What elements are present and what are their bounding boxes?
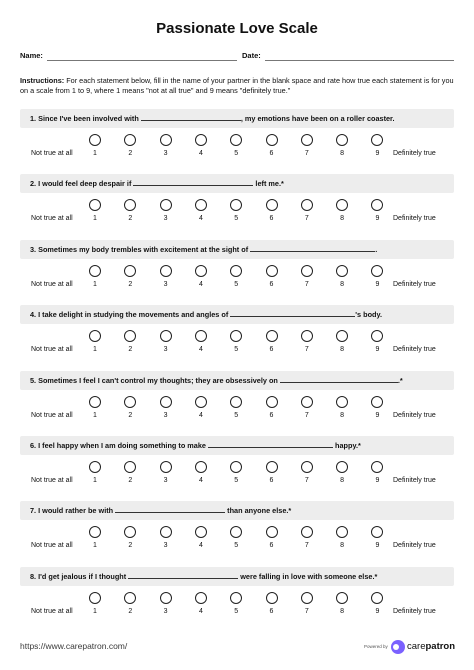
- rating-radio-5[interactable]: [230, 199, 242, 211]
- scale-low-label: Not true at all: [31, 215, 73, 223]
- rating-radio-6[interactable]: [266, 526, 278, 538]
- date-field[interactable]: [265, 60, 454, 61]
- rating-radio-8[interactable]: [336, 265, 348, 277]
- question-text: [20, 572, 377, 581]
- question-item: [20, 436, 454, 492]
- rating-number: 8: [340, 150, 345, 157]
- rating-radio-1[interactable]: [89, 199, 101, 211]
- rating-number: 6: [269, 411, 274, 419]
- rating-number: 7: [304, 607, 309, 615]
- powered-by-label: Powered by: [364, 644, 388, 649]
- question-text-before: 7. I would rather be with: [30, 506, 116, 516]
- rating-radio-4[interactable]: [195, 199, 207, 211]
- rating-number: 8: [340, 346, 345, 354]
- partner-name-blank[interactable]: [250, 243, 378, 254]
- question-item: [20, 567, 454, 623]
- rating-number: 8: [340, 411, 345, 419]
- rating-number: 1: [93, 607, 97, 615]
- rating-number: 7: [304, 280, 309, 288]
- rating-number: 2: [128, 411, 133, 419]
- rating-number: 4: [198, 215, 203, 223]
- partner-name-blank[interactable]: [141, 112, 241, 121]
- rating-radio-1[interactable]: [89, 330, 101, 342]
- rating-radio-4[interactable]: [195, 265, 207, 277]
- name-label: Name:: [20, 51, 43, 60]
- carepatron-logo-icon: [391, 640, 405, 654]
- instructions: [20, 76, 454, 96]
- partner-name-blank[interactable]: [208, 439, 333, 448]
- rating-number: 3: [163, 150, 168, 157]
- question-header: [20, 567, 454, 586]
- question-text-after: 's body.: [355, 310, 383, 320]
- question-item: [20, 240, 454, 296]
- rating-radio-6[interactable]: [266, 330, 278, 342]
- rating-radio-2[interactable]: [124, 526, 136, 538]
- rating-number: 4: [198, 542, 203, 550]
- rating-number: 8: [340, 215, 345, 223]
- rating-radio-4[interactable]: [195, 330, 207, 342]
- rating-radio-9[interactable]: [371, 134, 383, 146]
- rating-number: 9: [375, 215, 380, 223]
- rating-radio-6[interactable]: [266, 396, 278, 408]
- scale-high-label: Definitely true: [393, 542, 436, 550]
- question-header: [20, 305, 454, 324]
- rating-radio-8[interactable]: [336, 592, 348, 604]
- scale-low-label: Not true at all: [31, 542, 73, 550]
- rating-number: 1: [93, 477, 97, 484]
- rating-number: 8: [340, 280, 345, 288]
- partner-name-blank[interactable]: [133, 177, 253, 186]
- partner-name-blank[interactable]: [230, 308, 355, 317]
- rating-radio-3[interactable]: [160, 461, 172, 473]
- scale-high-label: Definitely true: [393, 215, 436, 223]
- question-item: [20, 109, 454, 165]
- partner-name-blank[interactable]: [128, 570, 238, 579]
- rating-radio-3[interactable]: [160, 396, 172, 408]
- rating-radio-5[interactable]: [230, 330, 242, 342]
- instructions-text: For each statement below, fill in the name of your partner in the blank space and rate how true each statement is for you on a scale from 1 to 9, where 1 means "not at all true" and 9 means "definitely true.": [20, 76, 454, 95]
- scale-high-label: Definitely true: [393, 280, 436, 288]
- rating-radio-9[interactable]: [371, 396, 383, 408]
- question-text-before: 1. Since I've been involved with: [30, 114, 141, 123]
- rating-number: 6: [269, 542, 274, 550]
- brand-name: [407, 641, 455, 652]
- rating-radio-7[interactable]: [301, 199, 313, 211]
- question-text-before: 6. I feel happy when I am doing something to make: [30, 441, 208, 450]
- rating-radio-5[interactable]: [230, 396, 242, 408]
- question-text: [20, 245, 377, 254]
- rating-radio-2[interactable]: [124, 461, 136, 473]
- question-text: [20, 506, 291, 515]
- brand-name-part2: patron: [425, 641, 456, 652]
- question-text: [20, 179, 284, 188]
- rating-number: 7: [304, 411, 309, 419]
- rating-radio-3[interactable]: [160, 134, 172, 146]
- rating-radio-3[interactable]: [160, 199, 172, 211]
- rating-radio-7[interactable]: [301, 592, 313, 604]
- scale-low-label: Not true at all: [31, 346, 73, 354]
- rating-number: 6: [269, 477, 274, 484]
- info-row: [20, 51, 454, 63]
- rating-number: 1: [93, 411, 97, 419]
- rating-number: 1: [93, 280, 97, 288]
- rating-radio-2[interactable]: [124, 199, 136, 211]
- rating-radio-1[interactable]: [89, 526, 101, 538]
- rating-radio-8[interactable]: [336, 134, 348, 146]
- name-field[interactable]: [47, 60, 237, 61]
- partner-name-blank[interactable]: [115, 504, 225, 513]
- rating-number: 9: [375, 150, 380, 157]
- rating-radio-7[interactable]: [301, 461, 313, 473]
- rating-number: 2: [128, 280, 133, 288]
- question-item: [20, 174, 454, 230]
- rating-number: 6: [269, 607, 274, 615]
- rating-number: 4: [198, 607, 203, 615]
- rating-number: 5: [234, 346, 239, 354]
- question-header: [20, 501, 454, 520]
- rating-radio-2[interactable]: [124, 330, 136, 342]
- rating-radio-6[interactable]: [266, 265, 278, 277]
- question-header: [20, 240, 454, 259]
- rating-number: 5: [234, 607, 239, 615]
- question-text-after: left me.*: [253, 179, 284, 189]
- question-header: [20, 174, 454, 193]
- rating-radio-1[interactable]: [89, 396, 101, 408]
- question-text-before: 3. Sometimes my body trembles with excitement at the sight of: [30, 244, 251, 254]
- rating-number: 9: [375, 542, 380, 550]
- question-text: [20, 441, 361, 450]
- rating-number: 1: [93, 542, 97, 550]
- scale-high-label: Definitely true: [393, 346, 436, 354]
- rating-number: 2: [128, 346, 133, 354]
- rating-number: 4: [198, 411, 203, 419]
- rating-radio-9[interactable]: [371, 592, 383, 604]
- question-header: [20, 371, 454, 390]
- question-item: [20, 501, 454, 557]
- rating-radio-8[interactable]: [336, 330, 348, 342]
- rating-radio-3[interactable]: [160, 592, 172, 604]
- question-item: [20, 305, 454, 361]
- question-text-after: .: [375, 244, 378, 254]
- scale-high-label: Definitely true: [393, 411, 436, 419]
- scale-low-label: Not true at all: [31, 150, 73, 157]
- rating-radio-9[interactable]: [371, 330, 383, 342]
- rating-radio-7[interactable]: [301, 265, 313, 277]
- question-text-before: 4. I take delight in studying the movements and angles of: [30, 310, 231, 320]
- rating-radio-4[interactable]: [195, 592, 207, 604]
- rating-number: 4: [198, 280, 203, 288]
- rating-number: 8: [340, 607, 345, 615]
- rating-number: 8: [340, 477, 345, 484]
- scale-high-label: Definitely true: [393, 150, 436, 157]
- question-text-before: 8. I'd get jealous if I thought: [30, 571, 129, 581]
- rating-radio-4[interactable]: [195, 134, 207, 146]
- rating-number: 2: [128, 215, 133, 223]
- rating-number: 3: [163, 411, 168, 419]
- rating-radio-9[interactable]: [371, 461, 383, 473]
- rating-radio-9[interactable]: [371, 199, 383, 211]
- rating-number: 3: [163, 607, 168, 615]
- rating-number: 9: [375, 477, 380, 484]
- rating-number: 5: [234, 280, 239, 288]
- question-text-after: than anyone else.*: [225, 506, 292, 516]
- rating-radio-3[interactable]: [160, 330, 172, 342]
- rating-number: 7: [304, 215, 309, 223]
- rating-radio-6[interactable]: [266, 461, 278, 473]
- rating-number: 5: [234, 150, 239, 157]
- footer-link[interactable]: https://www.carepatron.com/: [20, 641, 128, 651]
- rating-number: 2: [128, 607, 133, 615]
- rating-number: 4: [198, 477, 203, 484]
- page-title: Passionate Love Scale: [156, 20, 318, 37]
- rating-number: 9: [375, 607, 380, 615]
- scale-high-label: Definitely true: [393, 477, 436, 484]
- brand-name-part1: care: [407, 641, 426, 652]
- question-text-after: happy.*: [333, 441, 361, 450]
- rating-radio-4[interactable]: [195, 461, 207, 473]
- rating-number: 1: [93, 215, 97, 223]
- rating-radio-6[interactable]: [266, 199, 278, 211]
- rating-number: 5: [234, 411, 239, 419]
- rating-number: 2: [128, 542, 133, 550]
- rating-radio-5[interactable]: [230, 592, 242, 604]
- rating-radio-3[interactable]: [160, 526, 172, 538]
- rating-radio-7[interactable]: [301, 330, 313, 342]
- rating-radio-1[interactable]: [89, 461, 101, 473]
- question-text-after: were falling in love with someone else.*: [238, 571, 378, 581]
- rating-radio-1[interactable]: [89, 592, 101, 604]
- scale-low-label: Not true at all: [31, 477, 73, 484]
- question-item: [20, 371, 454, 427]
- rating-number: 4: [198, 346, 203, 354]
- rating-number: 1: [93, 150, 97, 157]
- rating-radio-3[interactable]: [160, 265, 172, 277]
- rating-radio-4[interactable]: [195, 396, 207, 408]
- rating-number: 6: [269, 280, 274, 288]
- question-text: [20, 376, 403, 385]
- rating-radio-7[interactable]: [301, 134, 313, 146]
- rating-number: 6: [269, 150, 274, 157]
- rating-radio-8[interactable]: [336, 396, 348, 408]
- question-text-after: , my emotions have been on a roller coaster.: [240, 114, 395, 123]
- rating-radio-2[interactable]: [124, 592, 136, 604]
- scale-low-label: Not true at all: [31, 607, 73, 615]
- rating-number: 3: [163, 542, 168, 550]
- rating-number: 3: [163, 215, 168, 223]
- rating-number: 5: [234, 215, 239, 223]
- rating-number: 7: [304, 542, 309, 550]
- rating-number: 3: [163, 346, 168, 354]
- rating-radio-2[interactable]: [124, 265, 136, 277]
- question-header: [20, 436, 454, 455]
- rating-radio-5[interactable]: [230, 461, 242, 473]
- question-text-after: .*: [397, 375, 403, 385]
- scale-high-label: Definitely true: [393, 607, 436, 615]
- rating-number: 5: [234, 542, 239, 550]
- rating-number: 9: [375, 280, 380, 288]
- rating-radio-5[interactable]: [230, 134, 242, 146]
- rating-radio-1[interactable]: [89, 134, 101, 146]
- rating-number: 3: [163, 477, 168, 484]
- rating-number: 7: [304, 346, 309, 354]
- rating-radio-1[interactable]: [89, 265, 101, 277]
- rating-number: 6: [269, 346, 274, 354]
- rating-number: 6: [269, 215, 274, 223]
- rating-radio-8[interactable]: [336, 526, 348, 538]
- partner-name-blank[interactable]: [280, 374, 398, 383]
- date-label: Date:: [242, 51, 261, 60]
- rating-radio-2[interactable]: [124, 134, 136, 146]
- rating-number: 8: [340, 542, 345, 550]
- rating-number: 2: [128, 477, 133, 484]
- rating-radio-9[interactable]: [371, 265, 383, 277]
- rating-number: 5: [234, 477, 239, 484]
- footer-brand: [364, 639, 454, 655]
- question-text-before: 2. I would feel deep despair if: [30, 179, 134, 189]
- rating-radio-5[interactable]: [230, 265, 242, 277]
- rating-number: 9: [375, 346, 380, 354]
- rating-radio-7[interactable]: [301, 396, 313, 408]
- scale-low-label: Not true at all: [31, 280, 73, 288]
- rating-radio-2[interactable]: [124, 396, 136, 408]
- rating-radio-4[interactable]: [195, 526, 207, 538]
- rating-number: 2: [128, 150, 133, 157]
- rating-number: 7: [304, 477, 309, 484]
- rating-radio-8[interactable]: [336, 461, 348, 473]
- rating-number: 1: [93, 346, 97, 354]
- rating-number: 7: [304, 150, 309, 157]
- question-text: [20, 310, 382, 319]
- rating-radio-8[interactable]: [336, 199, 348, 211]
- rating-number: 3: [163, 280, 168, 288]
- rating-radio-6[interactable]: [266, 592, 278, 604]
- rating-number: 4: [198, 150, 203, 157]
- question-text: [20, 114, 395, 123]
- question-text-before: 5. Sometimes I feel I can't control my thoughts; they are obsessively on: [30, 375, 280, 385]
- scale-low-label: Not true at all: [31, 411, 73, 419]
- rating-radio-9[interactable]: [371, 526, 383, 538]
- rating-radio-7[interactable]: [301, 526, 313, 538]
- rating-number: 9: [375, 411, 380, 419]
- instructions-label: Instructions:: [20, 76, 65, 85]
- rating-radio-6[interactable]: [266, 134, 278, 146]
- rating-radio-5[interactable]: [230, 526, 242, 538]
- question-header: [20, 109, 454, 128]
